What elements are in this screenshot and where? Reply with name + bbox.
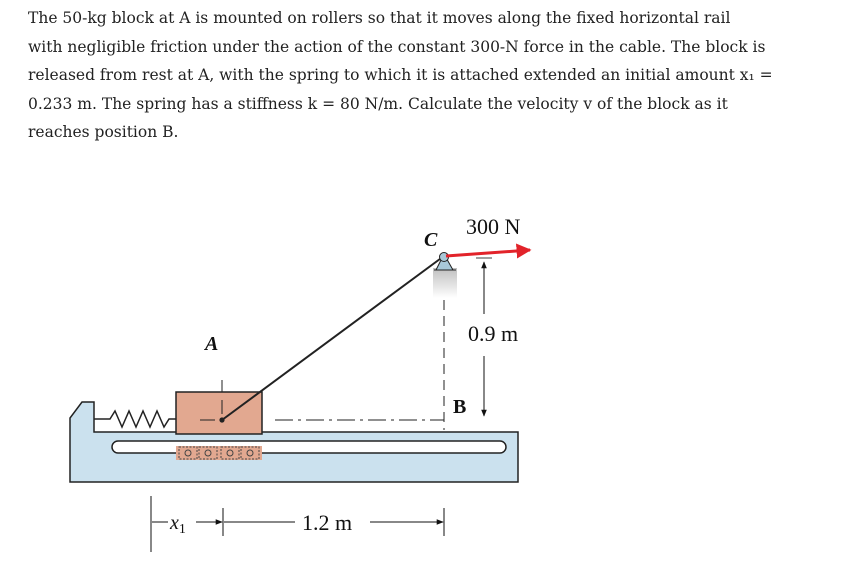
force-arrow — [446, 250, 530, 256]
mechanics-figure — [0, 180, 847, 582]
problem-line-5: reaches position B. — [28, 123, 179, 141]
label-x1: $x_1$ — [170, 512, 186, 537]
pulley-c — [433, 253, 457, 299]
problem-line-1: The 50-kg block at A is mounted on rollers so that it moves along the fixed horizontal rail — [28, 9, 731, 27]
problem-statement — [28, 4, 828, 147]
problem-line-4: 0.233 m. The spring has a stiffness k = 80 N/m. Calculate the velocity v of the block as it — [28, 94, 728, 113]
block-a — [176, 380, 262, 460]
label-span: 1.2 m — [302, 510, 353, 535]
label-x1-subscript: 1 — [178, 522, 186, 537]
label-c: C — [424, 229, 438, 251]
rail — [70, 402, 518, 482]
spring — [94, 411, 178, 427]
problem-line-3: released from rest at A, with the spring to which it is attached extended an initial amount x₁ = — [28, 66, 773, 84]
bottom-dimension — [151, 496, 444, 552]
cable — [222, 256, 444, 420]
rollers — [176, 446, 262, 460]
label-a: A — [205, 333, 219, 355]
label-b: B — [453, 396, 467, 418]
label-height: 0.9 m — [468, 321, 519, 346]
problem-line-2: with negligible friction under the action of the constant 300-N force in the cable. The block is — [28, 37, 766, 56]
label-force: 300 N — [466, 214, 521, 239]
